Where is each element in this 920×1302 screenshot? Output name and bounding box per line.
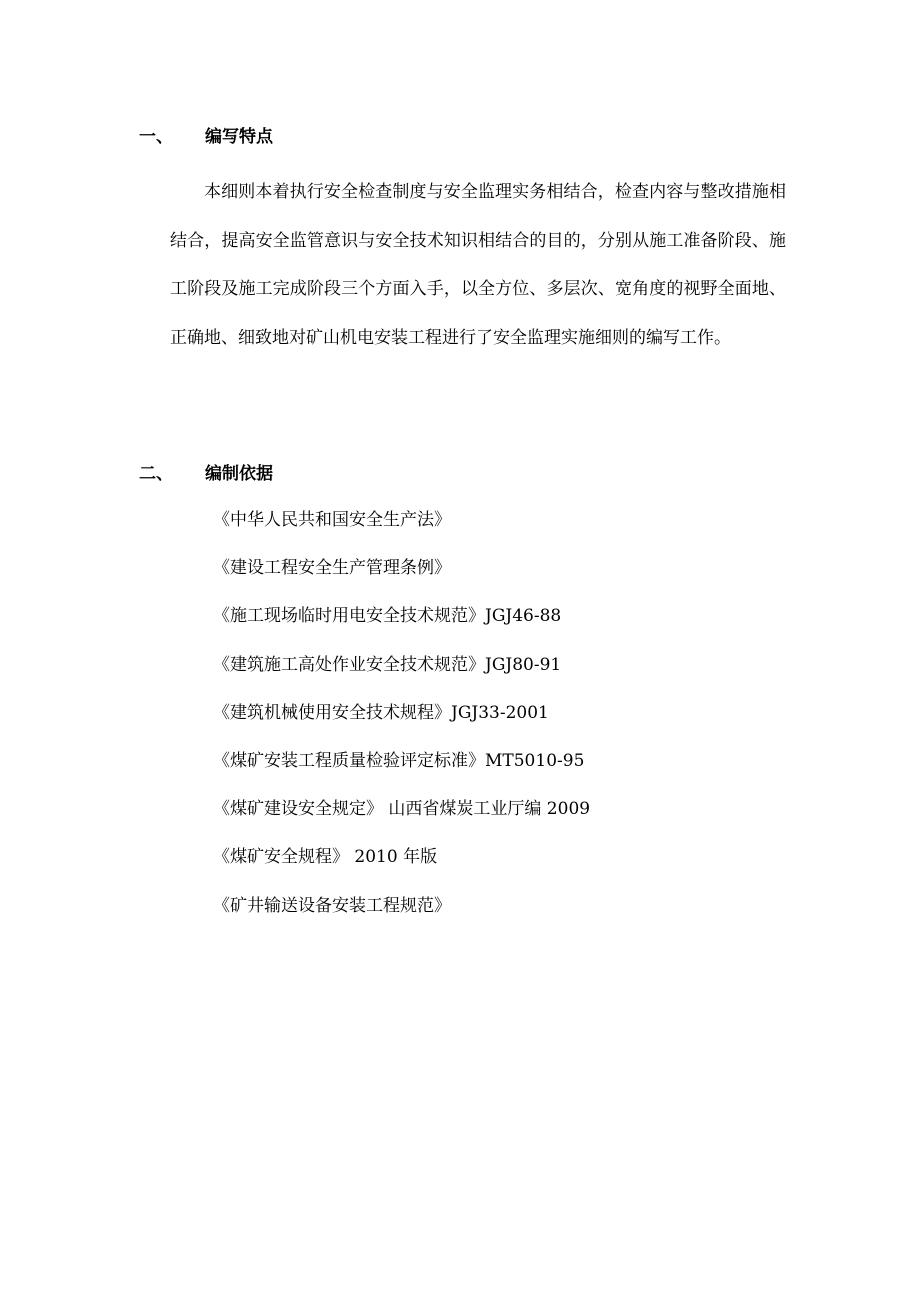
reference-item: 《煤矿安装工程质量检验评定标准》MT5010-95 xyxy=(213,750,585,771)
reference-item: 《施工现场临时用电安全技术规范》JGJ46-88 xyxy=(213,606,562,627)
section-2-title: 编制依据 xyxy=(205,464,273,484)
reference-item: 《煤矿建设安全规定》 山西省煤炭工业厅编 2009 xyxy=(213,799,591,820)
reference-item: 《中华人民共和国安全生产法》 xyxy=(213,510,451,530)
section-1-paragraph: 本细则本着执行安全检查制度与安全监理实务相结合，检查内容与整改措施相结合，提高安全监管意识与安全技术知识相结合的目的，分别从施工准备阶段、施工阶段及施工完成阶段三个方面入手，以全方位、多层次、宽角度的视野全面地、正确地、细致地对矿山机电安装工程进行了安全监理实施细则的编写工作。 xyxy=(170,182,786,348)
reference-item: 《建筑施工高处作业安全技术规范》JGJ80-91 xyxy=(213,654,562,675)
reference-list xyxy=(213,508,590,942)
section-1-number: 一、 xyxy=(139,127,173,147)
reference-item: 《建设工程安全生产管理条例》 xyxy=(213,558,451,579)
section-1-title: 编写特点 xyxy=(205,127,273,147)
section-2-number: 二、 xyxy=(139,464,173,484)
reference-item: 《建筑机械使用安全技术规程》JGJ33-2001 xyxy=(213,702,549,723)
reference-item: 《矿井输送设备安装工程规范》 xyxy=(213,895,451,916)
reference-item: 《煤矿安全规程》 2010 年版 xyxy=(213,847,438,868)
